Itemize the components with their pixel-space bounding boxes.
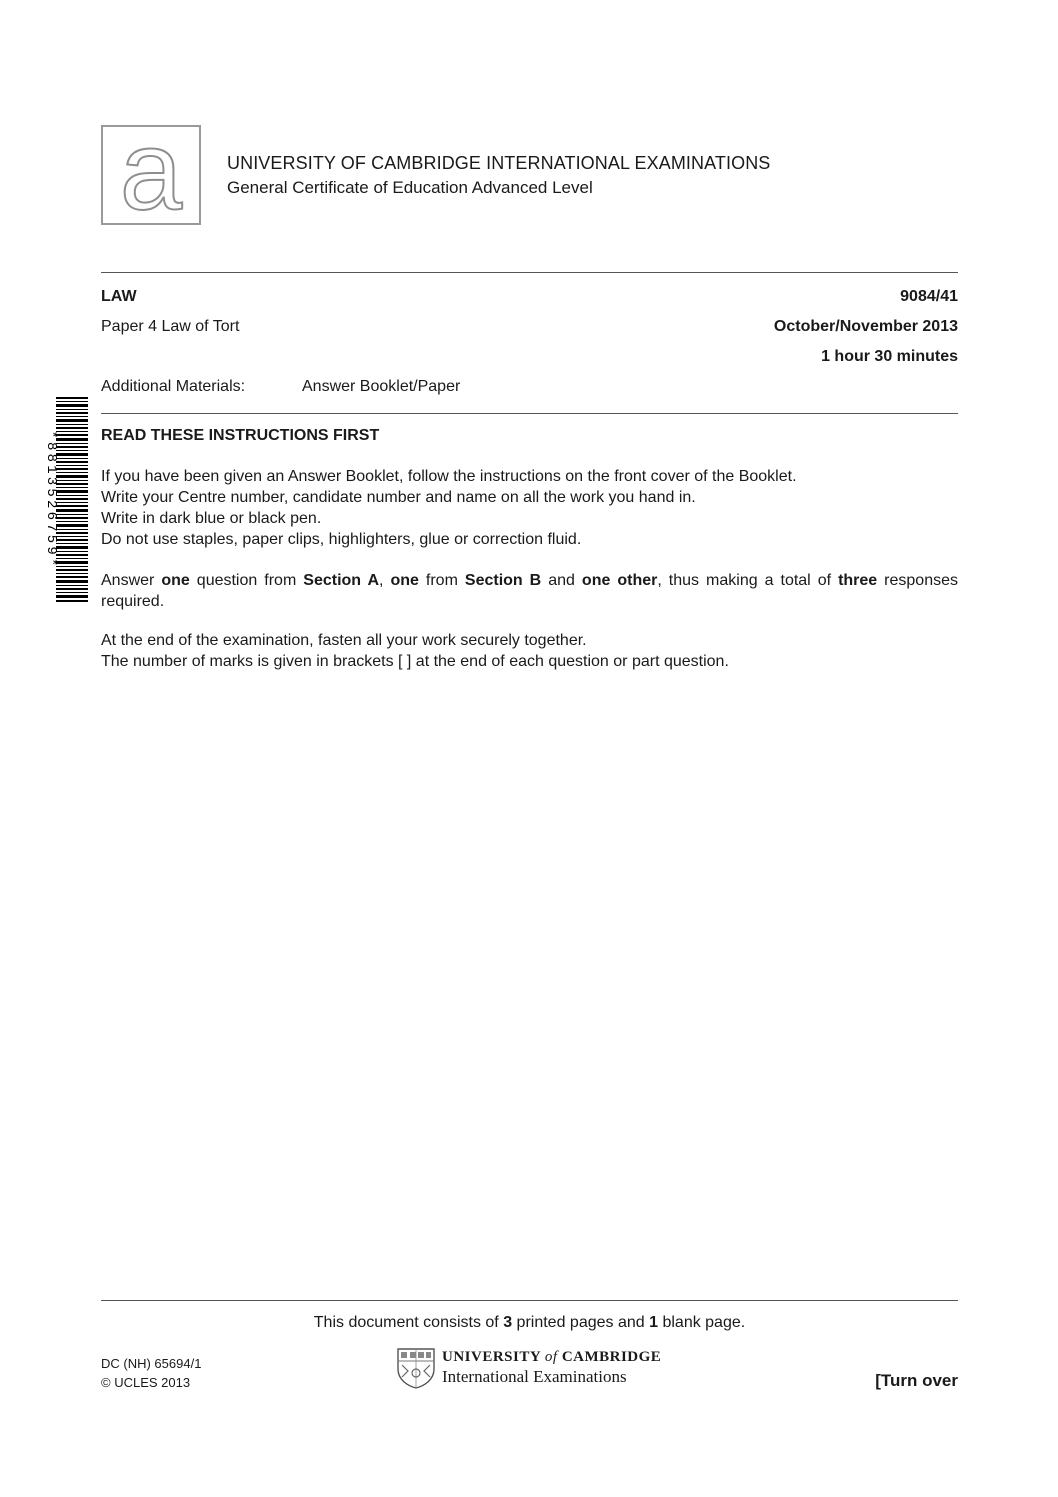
materials-value: Answer Booklet/Paper bbox=[302, 378, 461, 395]
footer-text: This document consists of bbox=[313, 1314, 504, 1331]
reference-code: DC (NH) 65694/1 bbox=[101, 1356, 202, 1371]
candidate-barcode bbox=[36, 397, 88, 603]
materials-label: Additional Materials: bbox=[101, 378, 246, 395]
instruction-line: If you have been given an Answer Booklet, follow the instructions on the front cover of the Booklet. bbox=[101, 468, 797, 485]
answer-text: and bbox=[541, 572, 582, 589]
answer-text: from bbox=[418, 572, 465, 589]
document-reference bbox=[101, 1354, 201, 1392]
paper-title: Paper 4 Law of Tort bbox=[101, 318, 240, 335]
answer-emphasis: Section A bbox=[303, 572, 380, 589]
brand-text: CAMBRIDGE bbox=[557, 1349, 662, 1365]
copyright: © UCLES 2013 bbox=[101, 1375, 191, 1390]
certificate-title: General Certificate of Education Advanced Level bbox=[227, 178, 593, 197]
answer-text: , bbox=[379, 572, 391, 589]
answer-text: question from bbox=[189, 572, 304, 589]
barcode-graphic bbox=[36, 397, 88, 603]
cambridge-crest-icon bbox=[396, 1347, 436, 1389]
exam-session: October/November 2013 bbox=[773, 318, 958, 335]
instruction-line: The number of marks is given in brackets [ ] at the end of each question or part question. bbox=[101, 653, 729, 670]
blank-pages-count: 1 bbox=[649, 1314, 659, 1331]
answer-emphasis: three bbox=[838, 572, 878, 589]
end-instructions bbox=[101, 630, 958, 672]
answer-requirement bbox=[101, 570, 958, 612]
page-count-statement bbox=[101, 1314, 958, 1332]
exam-duration: 1 hour 30 minutes bbox=[821, 348, 958, 365]
instruction-line: Do not use staples, paper clips, highlighters, glue or correction fluid. bbox=[101, 531, 582, 548]
logo-letter: a bbox=[119, 108, 183, 233]
cambridge-brand-line1 bbox=[442, 1349, 661, 1366]
brand-text: of bbox=[544, 1349, 558, 1365]
instruction-line: Write your Centre number, candidate number and name on all the work you hand in. bbox=[101, 489, 696, 506]
answer-emphasis: one other bbox=[581, 572, 658, 589]
divider-footer bbox=[101, 1300, 958, 1301]
turn-over-label: [Turn over bbox=[875, 1371, 958, 1390]
footer-text: blank page. bbox=[658, 1314, 746, 1331]
answer-emphasis: one bbox=[390, 572, 419, 589]
instruction-line: Write in dark blue or black pen. bbox=[101, 510, 322, 527]
instructions-heading: READ THESE INSTRUCTIONS FIRST bbox=[101, 427, 380, 444]
footer-text: printed pages and bbox=[512, 1314, 650, 1331]
instructions-block bbox=[101, 466, 958, 550]
answer-emphasis: one bbox=[161, 572, 190, 589]
answer-text: Answer bbox=[101, 572, 162, 589]
cambridge-brand-line2: International Examinations bbox=[442, 1367, 627, 1386]
divider-top bbox=[101, 272, 958, 273]
answer-text: , thus making a total of bbox=[657, 572, 839, 589]
printed-pages-count: 3 bbox=[503, 1314, 513, 1331]
instruction-line: At the end of the examination, fasten all your work securely together. bbox=[101, 632, 587, 649]
divider-instructions bbox=[101, 413, 958, 414]
subject: LAW bbox=[101, 288, 137, 305]
cie-logo bbox=[101, 108, 201, 233]
university-title: UNIVERSITY OF CAMBRIDGE INTERNATIONAL EXAMINATIONS bbox=[227, 153, 771, 173]
answer-emphasis: Section B bbox=[464, 572, 542, 589]
paper-code: 9084/41 bbox=[900, 288, 958, 305]
answer-text: responses required. bbox=[101, 572, 958, 610]
brand-text: UNIVERSITY bbox=[442, 1349, 545, 1365]
barcode-text: *8813526759* bbox=[43, 430, 59, 570]
